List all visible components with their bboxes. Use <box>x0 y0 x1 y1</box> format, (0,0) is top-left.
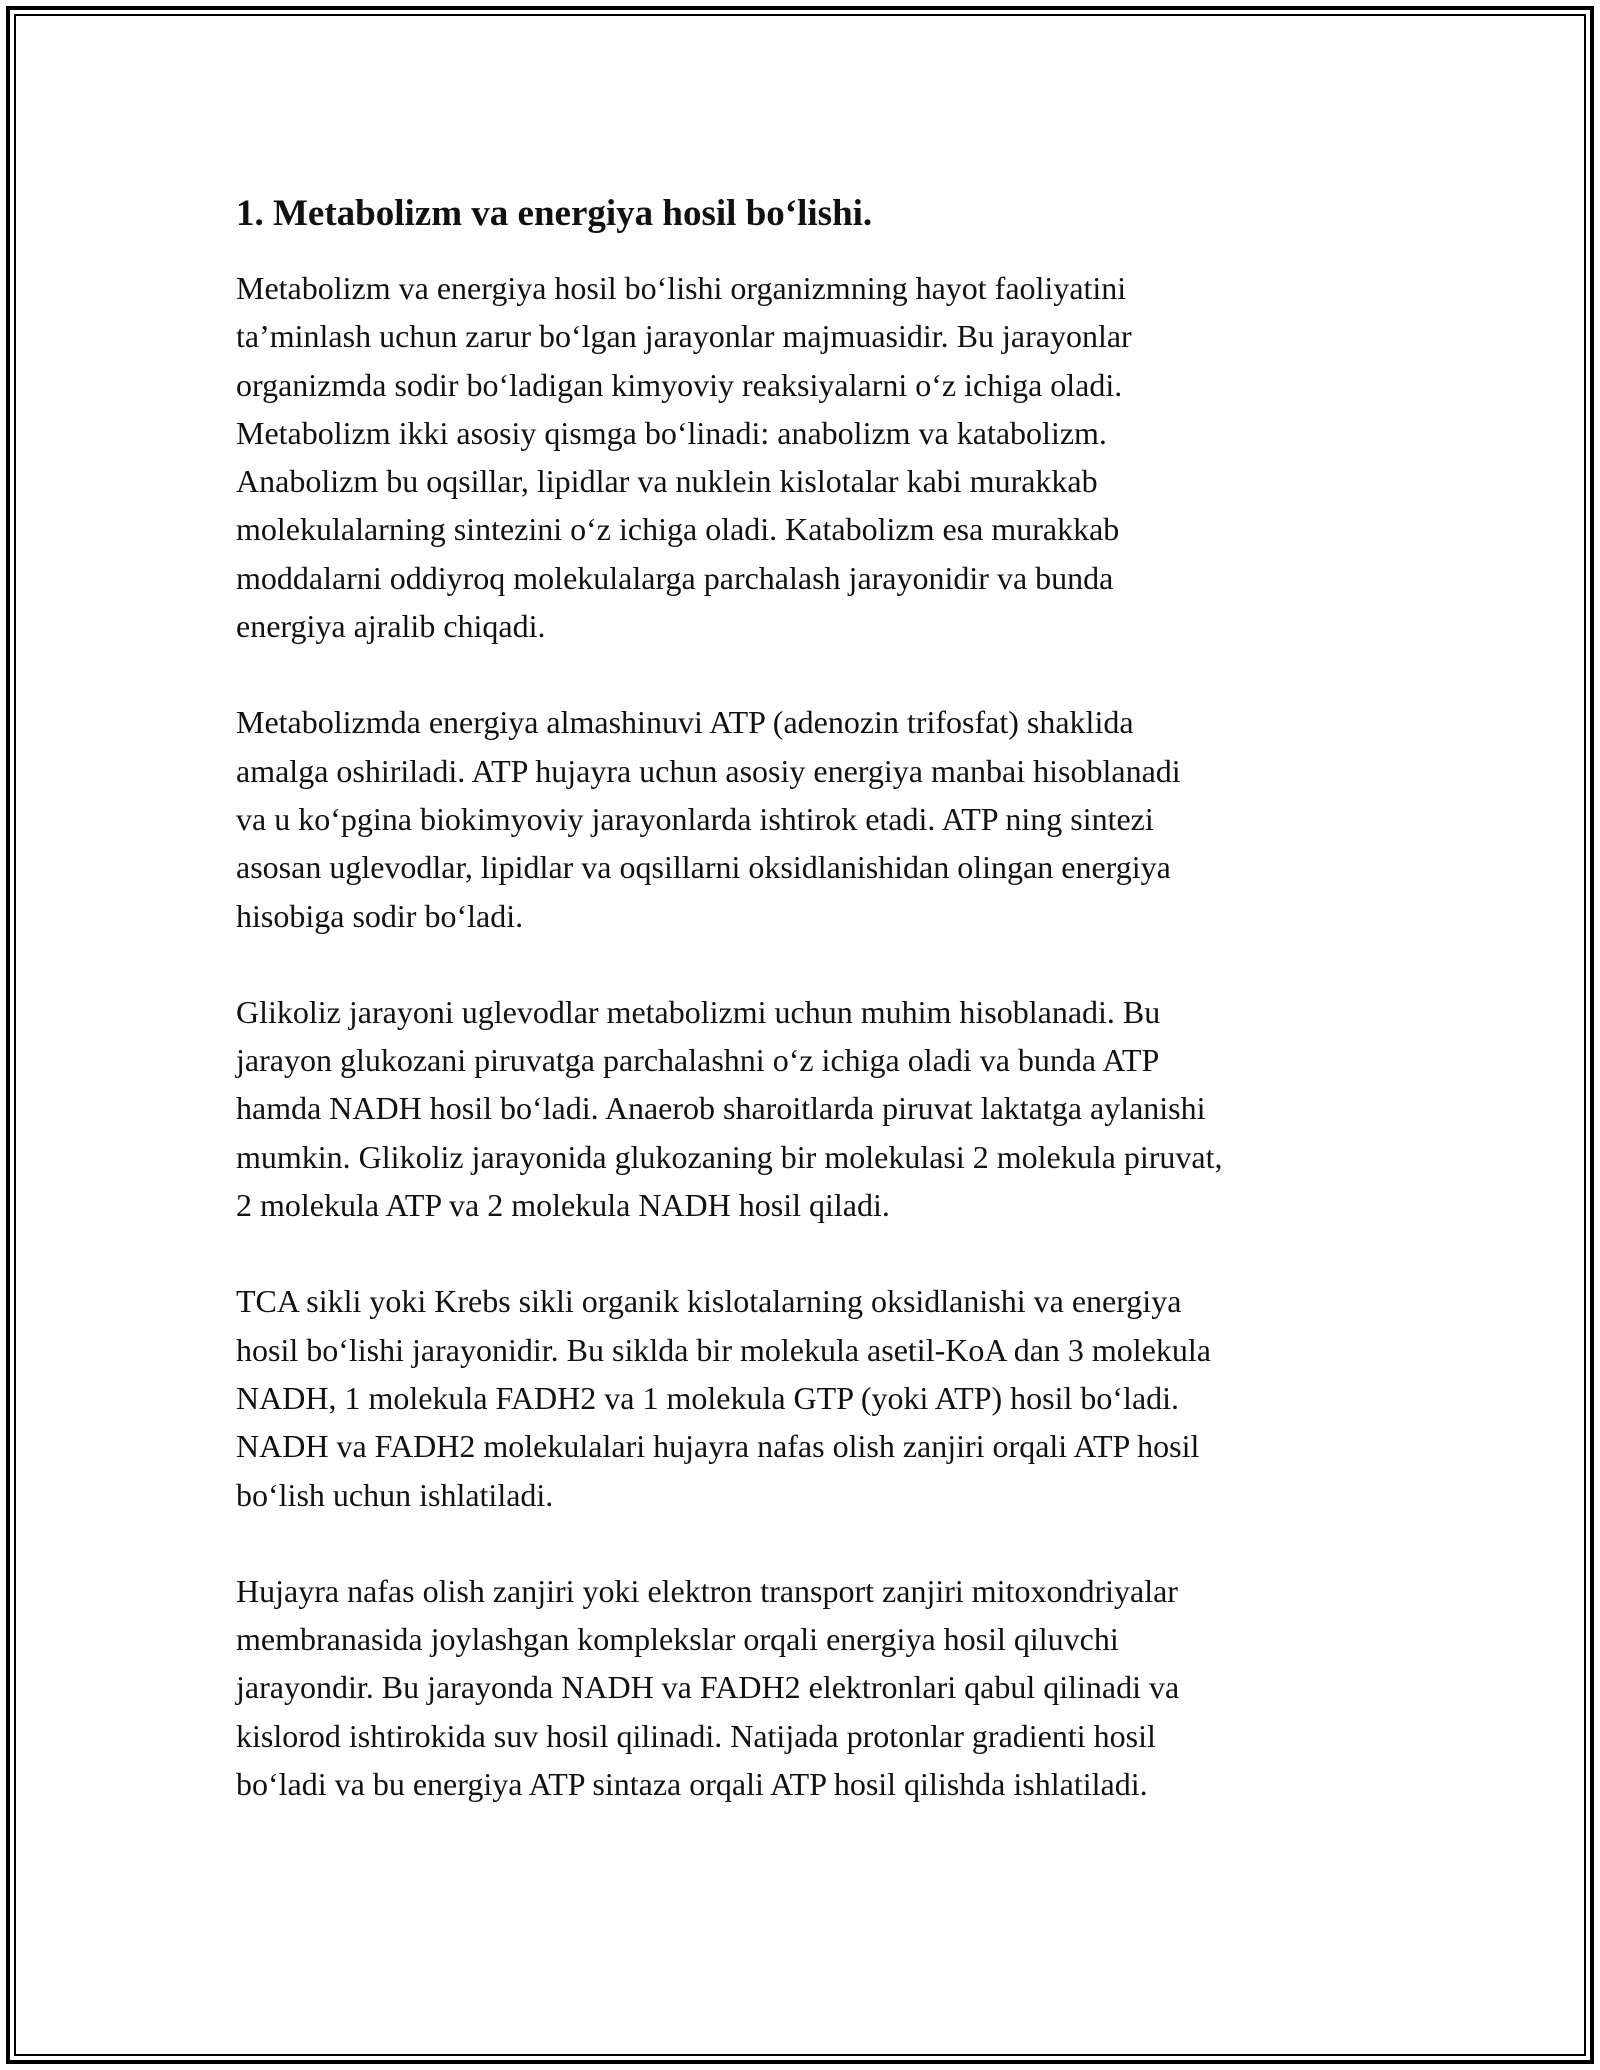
section-title: 1. Metabolizm va energiya hosil bo‘lishi. <box>236 193 873 234</box>
paragraph-tca-cycle: TCA sikli yoki Krebs sikli organik kislotalarning oksidlanishi va energiya hosil bo‘lishi jarayonidir. Bu siklda bir molekula asetil-KoA dan 3 molekula NADH, 1 molekula FADH2 va 1 molekula GTP (yoki ATP) hosil bo‘ladi. NADH va FADH2 molekulalari hujayra nafas olish zanjiri orqali ATP hosil bo‘lish uchun ishlatiladi. <box>236 1283 1211 1513</box>
paragraph-atp: Metabolizmda energiya almashinuvi ATP (adenozin trifosfat) shaklida amalga oshiriladi. ATP hujayra uchun asosiy energiya manbai hisoblanadi va u ko‘pgina biokimyoviy jarayonlarda ishtirok etadi. ATP ning sintezi asosan uglevodlar, lipidlar va oqsillarni oksidlanishidan olingan energiya hisobiga sodir bo‘ladi. <box>236 704 1181 934</box>
document-body <box>236 186 1376 1856</box>
paragraph-respiratory-chain: Hujayra nafas olish zanjiri yoki elektron transport zanjiri mitoxondriyalar membranasida joylashgan komplekslar orqali energiya hosil qiluvchi jarayondir. Bu jarayonda NADH va FADH2 elektronlari qabul qilinadi va kislorod ishtirokida suv hosil qilinadi. Natijada protonlar gradienti hosil bo‘ladi va bu energiya ATP sintaza orqali ATP hosil qilishda ishlatiladi. <box>236 1572 1180 1803</box>
paragraph-metabolism-overview: Metabolizm va energiya hosil bo‘lishi organizmning hayot faoliyatini ta’minlash uchun zarur bo‘lgan jarayonlar majmuasidir. Bu jarayonlar organizmda sodir bo‘ladigan kimyoviy reaksiyalarni o‘z ichiga oladi. Metabolizm ikki asosiy qismga bo‘linadi: anabolizm va katabolizm. Anabolizm bu oqsillar, lipidlar va nuklein kislotalar kabi murakkab molekulalarning sintezini o‘z ichiga oladi. Katabolizm esa murakkab moddalarni oddiyroq molekulalarga parchalash jarayonidir va bunda energiya ajralib chiqadi. <box>236 270 1132 645</box>
paragraph-glycolysis: Glikoliz jarayoni uglevodlar metabolizmi uchun muhim hisoblanadi. Bu jarayon glukozani piruvatga parchalashni o‘z ichiga oladi va bunda ATP hamda NADH hosil bo‘ladi. Anaerob sharoitlarda piruvat laktatga aylanishi mumkin. Glikoliz jarayonida glukozaning bir molekulasi 2 molekula piruvat, 2 molekula ATP va 2 molekula NADH hosil qiladi. <box>236 993 1223 1224</box>
